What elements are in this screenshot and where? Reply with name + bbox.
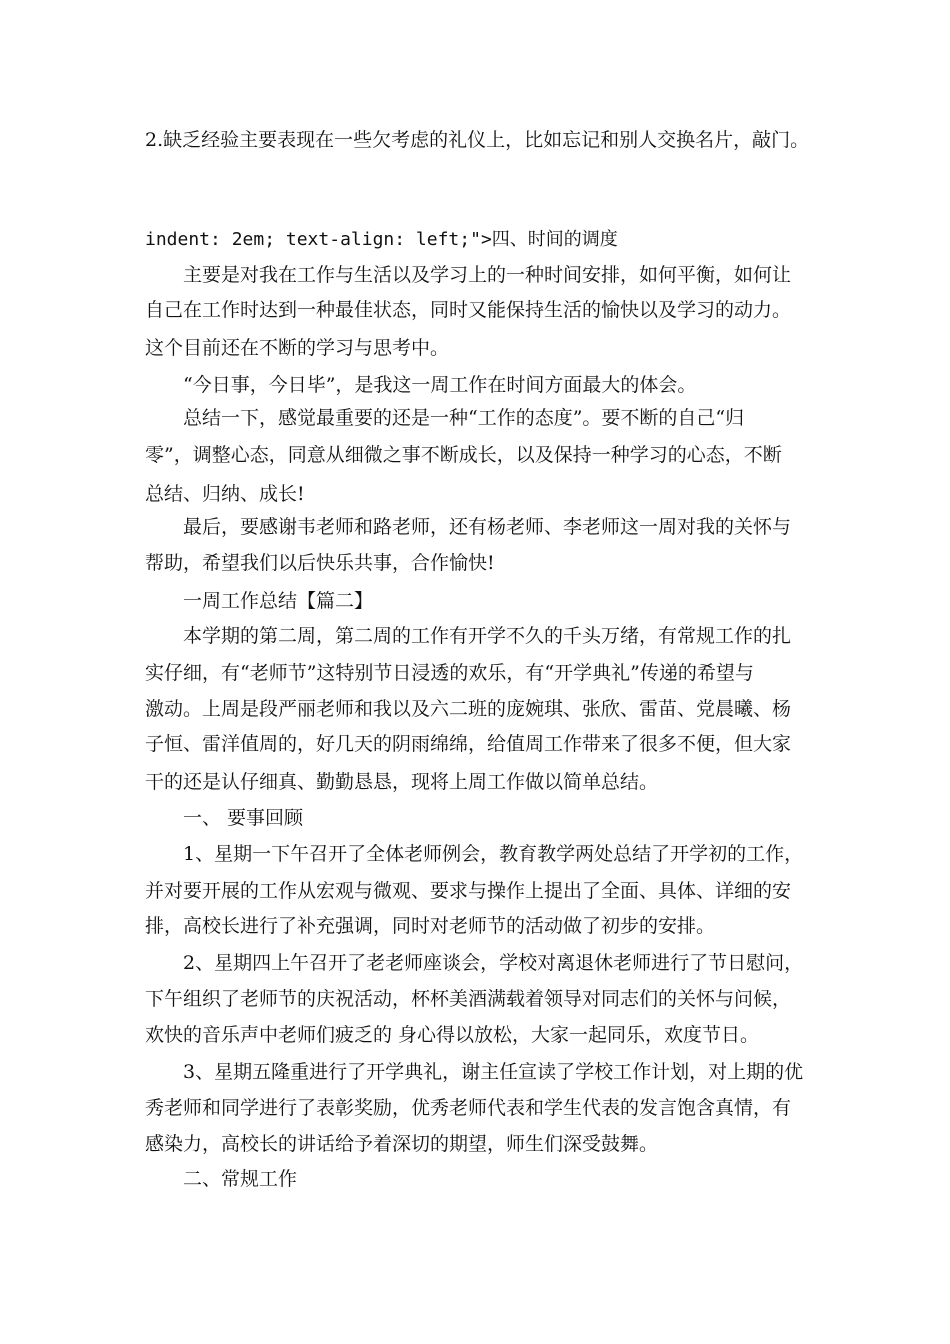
text-line-21: 排，高校长进行了补充强调，同时对老师节的活动做了初步的安排。 (145, 915, 716, 937)
text-line-24: 欢快的音乐声中老师们疲乏的 身心得以放松，大家一起同乐，欢度节日。 (145, 1024, 760, 1046)
text-line-19: 1、星期一下午召开了全体老师例会，教育教学两处总结了开学初的工作， (183, 843, 804, 865)
text-line-28: 二、常规工作 (183, 1168, 298, 1190)
text-line-4: 自己在工作时达到一种最佳状态，同时又能保持生活的愉快以及学习的动力。 (145, 299, 792, 321)
text-line-10: 最后，要感谢韦老师和路老师，还有杨老师、李老师这一周对我的关怀与 (183, 516, 792, 538)
text-line-18: 一、 要事回顾 (183, 807, 304, 829)
text-line-2: indent: 2em; text-align: left;">四、时间的调度 (145, 229, 618, 250)
text-line-3: 主要是对我在工作与生活以及学习上的一种时间安排，如何平衡，如何让 (183, 264, 792, 286)
text-line-16: 子恒、雷洋值周的，好几天的阴雨绵绵，给值周工作带来了很多不便，但大家 (145, 733, 792, 755)
text-line-13: 本学期的第二周，第二周的工作有开学不久的千头万绪，有常规工作的扎 (183, 625, 792, 647)
text-line-20: 并对要开展的工作从宏观与微观、要求与操作上提出了全面、具体、详细的安 (145, 880, 792, 902)
text-line-15: 激动。上周是段严丽老师和我以及六二班的庞婉琪、张欣、雷苗、党晨曦、杨 (145, 698, 792, 720)
text-line-14: 实仔细，有“老师节”这特别节日浸透的欢乐，有“开学典礼”传递的希望与 (145, 662, 754, 684)
text-line-9: 总结、归纳、成长! (145, 483, 305, 505)
text-line-25: 3、星期五隆重进行了开学典礼，谢主任宣读了学校工作计划，对上期的优 (183, 1061, 804, 1083)
text-line-8: 零”，调整心态，同意从细微之事不断成长，以及保持一种学习的心态，不断 (145, 444, 782, 466)
text-line-23: 下午组织了老师节的庆祝活动，杯杯美酒满载着领导对同志们的关怀与问候， (145, 988, 792, 1010)
text-line-7: 总结一下，感觉最重要的还是一种“工作的态度”。要不断的自己“归 (183, 407, 745, 429)
text-line-5: 这个目前还在不断的学习与思考中。 (145, 337, 450, 359)
text-line-12: 一周工作总结【篇二】 (183, 590, 374, 612)
text-line-1: 2.缺乏经验主要表现在一些欠考虑的礼仪上，比如忘记和别人交换名片，敲门。 (145, 129, 810, 151)
text-line-22: 2、星期四上午召开了老老师座谈会，学校对离退休老师进行了节日慰问， (183, 952, 804, 974)
text-line-27: 感染力，高校长的讲话给予着深切的期望，师生们深受鼓舞。 (145, 1133, 659, 1155)
text-line-11: 帮助，希望我们以后快乐共事，合作愉快! (145, 552, 495, 574)
text-line-6: “今日事，今日毕”，是我这一周工作在时间方面最大的体会。 (183, 374, 697, 396)
text-line-17: 干的还是认仔细真、勤勤恳恳，现将上周工作做以简单总结。 (145, 771, 659, 793)
text-line-26: 秀老师和同学进行了表彰奖励，优秀老师代表和学生代表的发言饱含真情，有 (145, 1097, 792, 1119)
